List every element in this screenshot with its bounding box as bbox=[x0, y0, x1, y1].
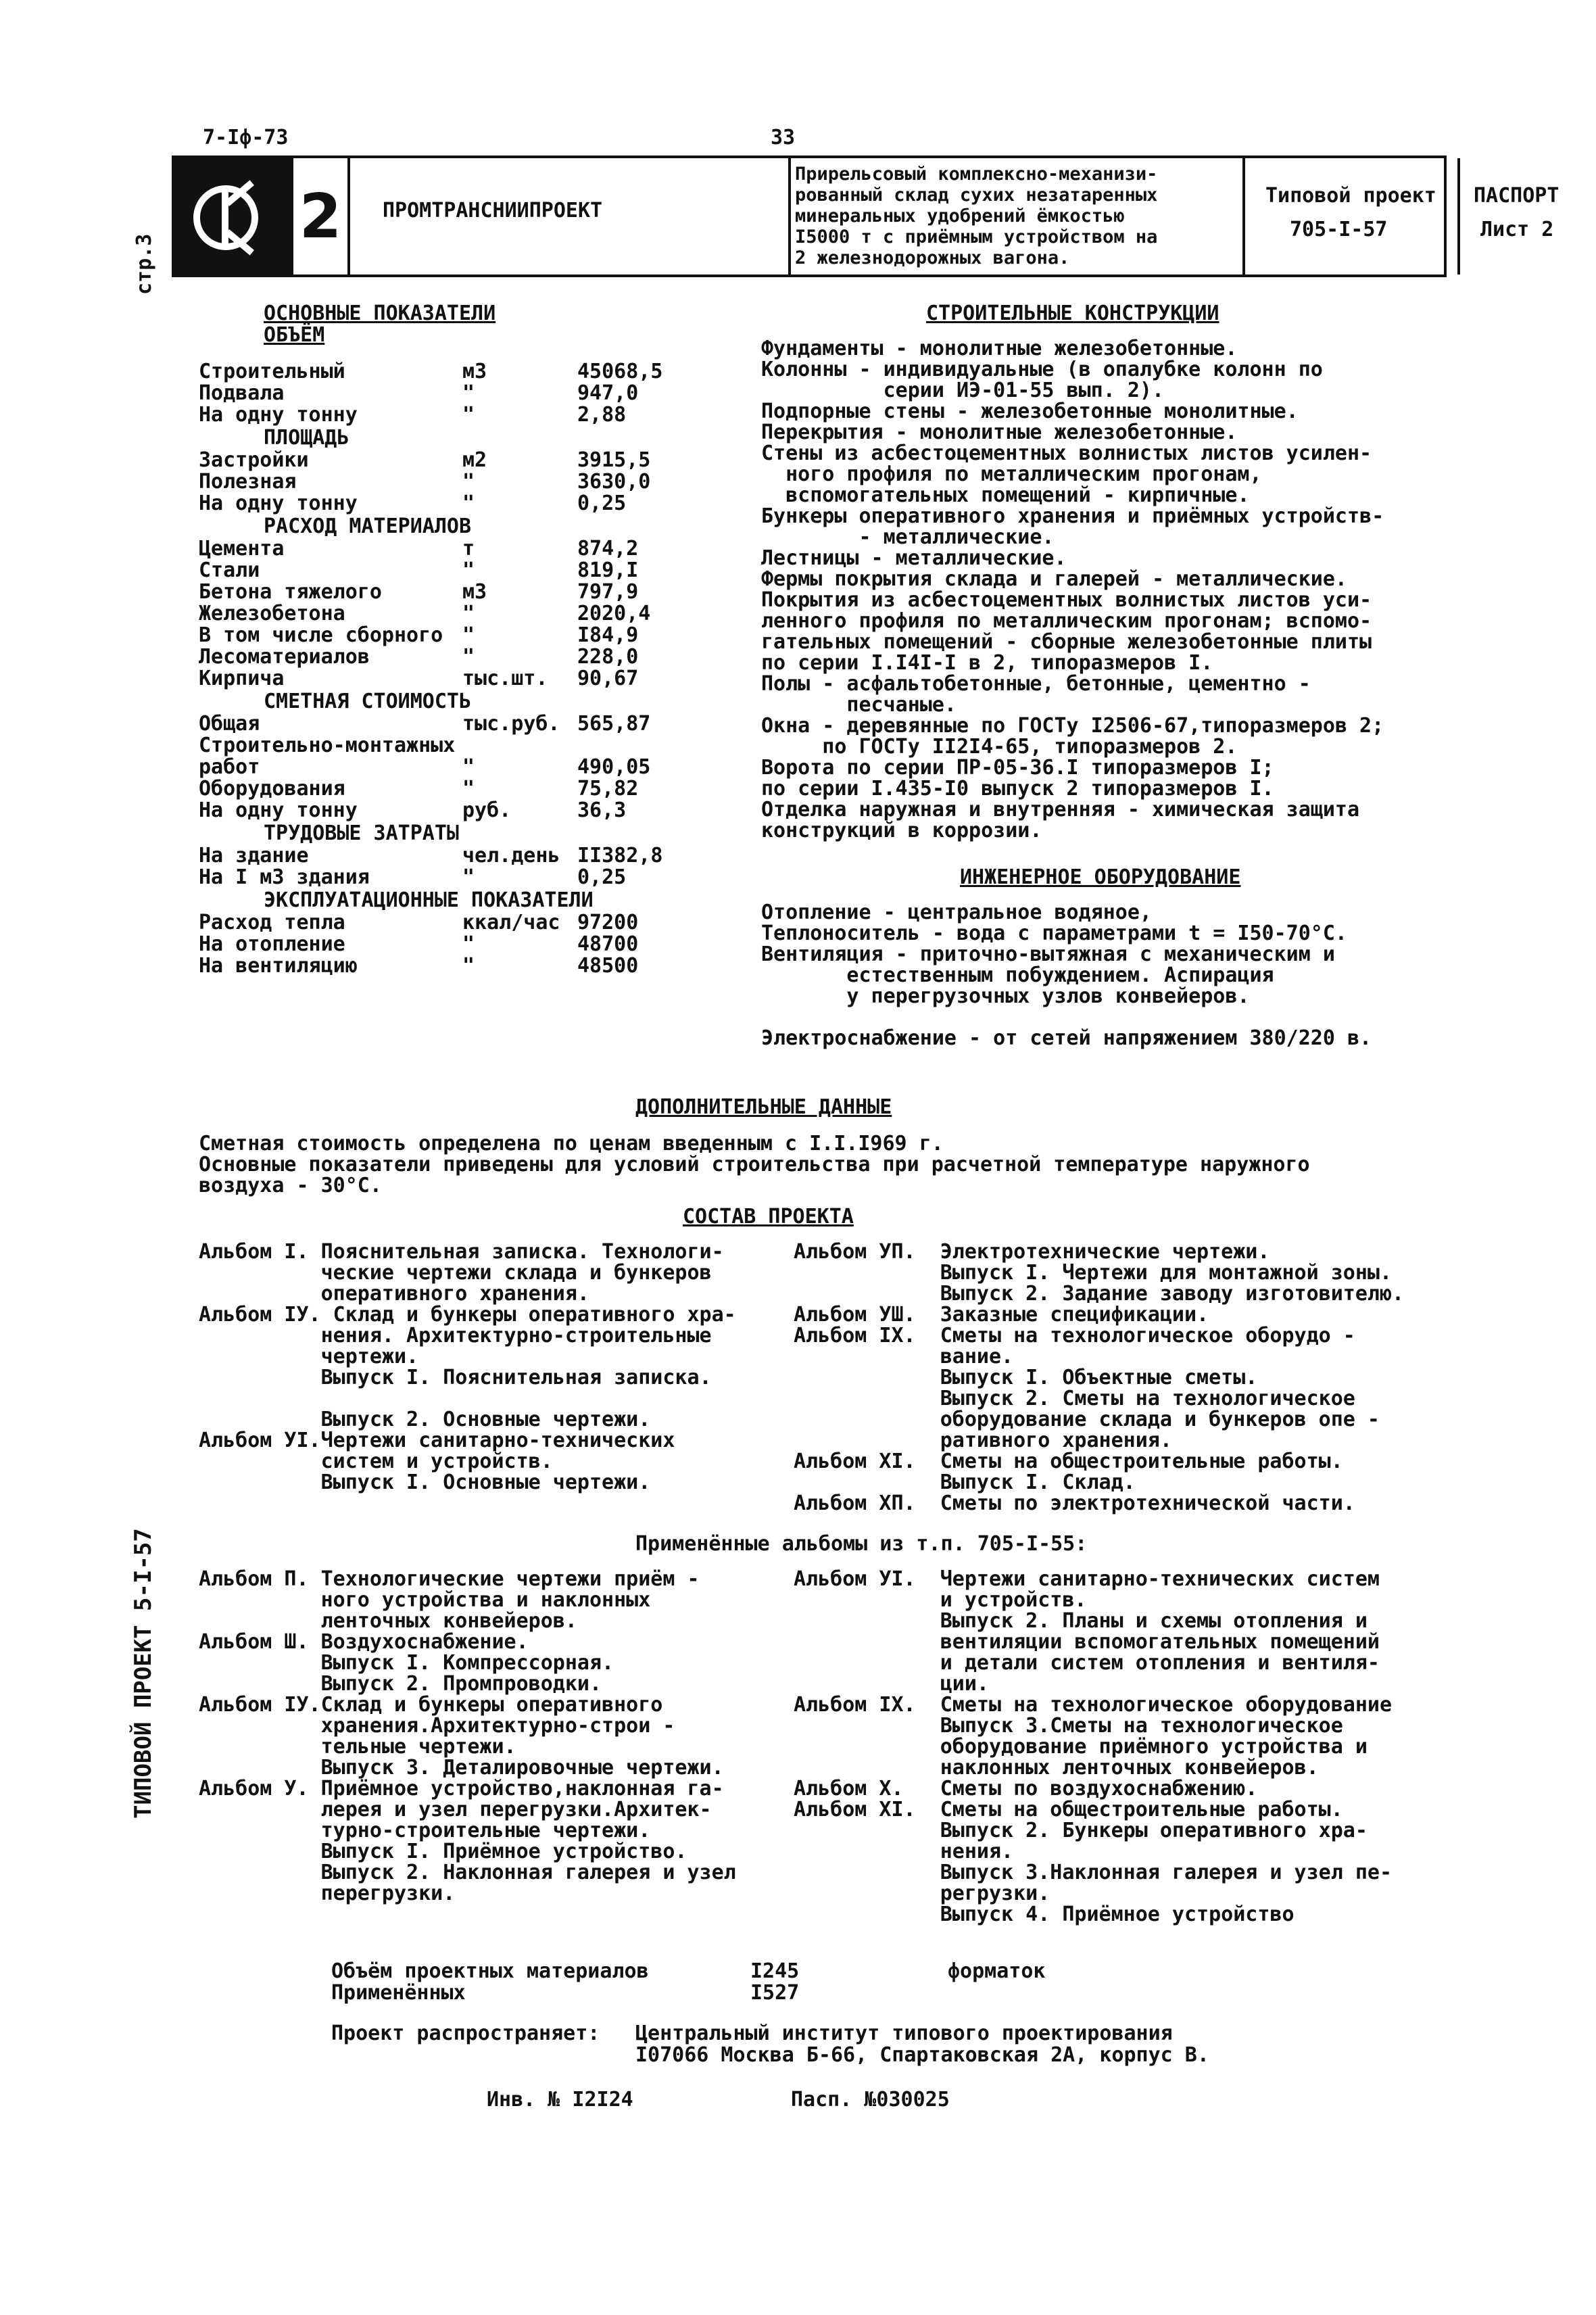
indicator-value: 75,82 bbox=[577, 777, 639, 801]
indicator-value: 48700 bbox=[577, 932, 639, 956]
indicator-label: На вентиляцию bbox=[199, 954, 358, 978]
indicator-unit: м2 bbox=[462, 448, 487, 472]
indicator-unit: чел.день bbox=[462, 844, 560, 867]
indicator-label: Стали bbox=[199, 558, 260, 582]
indicator-label: На одну тонну bbox=[199, 492, 358, 515]
side-vertical-label: ТИПОВОЙ ПРОЕКТ 5-I-57 bbox=[130, 1528, 157, 1819]
indicator-value: II382,8 bbox=[577, 844, 663, 867]
indicator-label: На I м3 здания bbox=[199, 865, 370, 889]
indicator-label: Лесоматериалов bbox=[199, 645, 370, 669]
indicator-unit: " bbox=[462, 623, 475, 647]
indicator-label: Подвала bbox=[199, 381, 285, 405]
indicator-heading: ЭКСПЛУАТАЦИОННЫЕ ПОКАЗАТЕЛИ bbox=[264, 888, 594, 912]
indicator-unit: тыс.руб. bbox=[462, 712, 560, 736]
logo-number: 2 bbox=[299, 181, 342, 252]
indicator-value: 565,87 bbox=[577, 712, 651, 736]
indicator-value: 228,0 bbox=[577, 645, 639, 669]
applied-right: Альбом УI. Чертежи санитарно-технических систем и устройств. Выпуск 2. Планы и схемы отопления и вентиляции вспомогательных помещений и детали систем отопления и вентиля- ции. Альбом IX. Сметы на технологическое оборудование Выпуск 3.Сметы на технологическое оборудование приёмного устройства и наклонных ленточных конвейеров. Альбом X. Сметы по воздухоснабжению. Альбом XI. Сметы на общестроительные работы. Выпуск 2. Бункеры оперативного хра- нения. Выпуск 3.Наклонная галерея и узел пе- регрузки. Выпуск 4. Приёмное устройство bbox=[794, 1567, 1393, 1926]
indicator-value: 3915,5 bbox=[577, 448, 651, 472]
indicator-unit: м3 bbox=[462, 580, 487, 604]
indicator-unit: " bbox=[462, 558, 475, 582]
logo bbox=[174, 158, 293, 275]
indicator-value: 874,2 bbox=[577, 537, 639, 560]
indicators-title: ОСНОВНЫЕ ПОКАЗАТЕЛИ bbox=[264, 302, 496, 325]
indicator-value: 0,25 bbox=[577, 492, 627, 515]
page-number: 33 bbox=[771, 126, 796, 149]
distribution-label: Проект распространяет: bbox=[331, 2022, 600, 2045]
indicator-label: Общая bbox=[199, 712, 260, 736]
indicator-label: На одну тонну bbox=[199, 798, 358, 822]
indicator-value: 97200 bbox=[577, 911, 639, 934]
indicator-unit: " bbox=[462, 865, 475, 889]
indicator-label: На здание bbox=[199, 844, 309, 867]
indicator-heading: РАСХОД МАТЕРИАЛОВ bbox=[264, 515, 472, 538]
sheet-number: Лист 2 bbox=[1480, 218, 1554, 241]
distribution-org: Центральный институт типового проектирования bbox=[635, 2022, 1173, 2045]
engineering-text: Отопление - центральное водяное, Теплоноситель - вода с параметрами t = I50-70°С. Вентиляция - приточно-вытяжная с механическим и естественным побуждением. Аспирация у перегрузочных узлов конвейеров. Электроснабжение - от сетей напряжением 380/220 в. bbox=[761, 901, 1372, 1050]
doc-cell bbox=[1457, 158, 1559, 275]
doc-type: ПАСПОРТ bbox=[1474, 184, 1559, 208]
indicator-value: 2020,4 bbox=[577, 602, 651, 625]
indicator-label: На отопление bbox=[199, 932, 345, 956]
indicator-unit: " bbox=[462, 470, 475, 494]
indicator-value: 90,67 bbox=[577, 667, 639, 690]
indicator-heading: ТРУДОВЫЕ ЗАТРАТЫ bbox=[264, 821, 459, 845]
volume-project-value: I245 bbox=[750, 1959, 800, 1983]
indicator-unit: м3 bbox=[462, 360, 487, 383]
volume-applied-value: I527 bbox=[750, 1981, 800, 2005]
indicator-label: Цемента bbox=[199, 537, 285, 560]
document-code: 7-Iф-73 bbox=[203, 126, 289, 149]
indicator-value: 45068,5 bbox=[577, 360, 663, 383]
volume-project-label: Объём проектных материалов bbox=[331, 1959, 649, 1983]
indicator-value: 48500 bbox=[577, 954, 639, 978]
indicator-label: На одну тонну bbox=[199, 403, 358, 427]
side-page-note: стр.3 bbox=[132, 233, 156, 295]
indicator-label: Строительный bbox=[199, 360, 345, 383]
indicator-heading: СМЕТНАЯ СТОИМОСТЬ bbox=[264, 690, 472, 713]
additional-title: ДОПОЛНИТЕЛЬНЫЕ ДАННЫЕ bbox=[635, 1095, 892, 1119]
indicator-unit: " bbox=[462, 777, 475, 801]
composition-right: Альбом УП. Электротехнические чертежи. Выпуск I. Чертежи для монтажной зоны. Выпуск 2. Задание заводу изготовителю. Альбом УШ. Заказные спецификации. Альбом IX. Сметы на технологическое оборудо - вание. Выпуск I. Объектные сметы. Выпуск 2. Сметы на технологическое оборудование склада и бункеров опе - ративного хранения. Альбом XI. Сметы на общестроительные работы. Выпуск I. Склад. Альбом XП. Сметы по электротехнической части. bbox=[794, 1240, 1405, 1515]
organization-name: ПРОМТРАНСНИИПРОЕКТ bbox=[383, 199, 603, 222]
indicator-label: Оборудования bbox=[199, 777, 345, 801]
passport-number: Пасп. №030025 bbox=[791, 2088, 950, 2111]
project-cell bbox=[1242, 158, 1457, 275]
description-cell bbox=[788, 158, 1242, 275]
additional-text: Сметная стоимость определена по ценам введенным с I.I.I969 г. Основные показатели приведены для условий строительства при расчетной температуре наружного воздуха - 30°С. bbox=[199, 1132, 1310, 1197]
applied-left: Альбом П. Технологические чертежи приём - ного устройства и наклонных ленточных конвейеров. Альбом Ш. Воздухоснабжение. Выпуск I. Компрессорная. Выпуск 2. Промпроводки. Альбом IУ.Склад и бункеры оперативного хранения.Архитектурно-строи - тельные чертежи. Выпуск 3. Деталировочные чертежи. Альбом У. Приёмное устройство,наклонная га- лерея и узел перегрузки.Архитек- турно-строительные чертежи. Выпуск I. Приёмное устройство. Выпуск 2. Наклонная галерея и узел перегрузки. bbox=[199, 1567, 736, 1905]
indicator-value: I84,9 bbox=[577, 623, 639, 647]
organization-cell bbox=[347, 158, 788, 275]
composition-title: СОСТАВ ПРОЕКТА bbox=[683, 1205, 854, 1228]
indicator-label: Строительно-монтажных bbox=[199, 734, 456, 757]
indicator-label: Кирпича bbox=[199, 667, 285, 690]
indicator-unit: ккал/час bbox=[462, 911, 560, 934]
indicator-unit: " bbox=[462, 403, 475, 427]
indicator-label: Полезная bbox=[199, 470, 297, 494]
indicator-unit: " bbox=[462, 954, 475, 978]
indicator-unit: " bbox=[462, 645, 475, 669]
indicator-unit: " bbox=[462, 492, 475, 515]
composition-left: Альбом I. Пояснительная записка. Технологи- ческие чертежи склада и бункеров оперативного хранения. Альбом IУ. Склад и бункеры оперативного хра- нения. Архитектурно-строительные чертежи. Выпуск I. Пояснительная записка. Выпуск 2. Основные чертежи. Альбом УI.Чертежи санитарно-технических систем и устройств. Выпуск I. Основные чертежи. bbox=[199, 1240, 736, 1494]
engineering-title: ИНЖЕНЕРНОЕ ОБОРУДОВАНИЕ bbox=[960, 865, 1241, 889]
title-block bbox=[172, 156, 1559, 277]
constructions-title: СТРОИТЕЛЬНЫЕ КОНСТРУКЦИИ bbox=[926, 302, 1219, 325]
indicator-value: 2,88 bbox=[577, 403, 627, 427]
project-description: Прирельсовый комплексно-механизи- рованный склад сухих незатаренных минеральных удобрений ёмкостью I5000 т с приёмным устройством на 2 железнодорожных вагона. bbox=[795, 164, 1158, 268]
indicator-label: Железобетона bbox=[199, 602, 345, 625]
distribution-address: I07066 Москва Б-66, Спартаковская 2А, корпус В. bbox=[635, 2043, 1209, 2067]
indicator-value: 490,05 bbox=[577, 755, 651, 779]
inventory-number: Инв. № I2I24 bbox=[487, 2088, 633, 2111]
project-label: Типовой проект bbox=[1265, 184, 1436, 208]
indicator-unit: " bbox=[462, 755, 475, 779]
indicator-unit: т bbox=[462, 537, 475, 560]
indicator-label: Бетона тяжелого bbox=[199, 580, 382, 604]
volume-unit: форматок bbox=[948, 1959, 1046, 1983]
indicator-label: В том числе сборного bbox=[199, 623, 443, 647]
indicator-unit: " bbox=[462, 932, 475, 956]
indicator-label: Застройки bbox=[199, 448, 309, 472]
indicator-value: 0,25 bbox=[577, 865, 627, 889]
indicator-value: 797,9 bbox=[577, 580, 639, 604]
indicator-value: 819,I bbox=[577, 558, 639, 582]
indicator-unit: " bbox=[462, 602, 475, 625]
indicator-label: работ bbox=[199, 755, 260, 779]
indicator-unit: " bbox=[462, 381, 475, 405]
indicator-unit: руб. bbox=[462, 798, 512, 822]
constructions-text: Фундаменты - монолитные железобетонные. Колонны - индивидуальные (в опалубке колонн по серии ИЭ-01-55 вып. 2). Подпорные стены - железобетонные монолитные. Перекрытия - монолитные железобетонные. Стены из асбестоцементных волнистых листов усилен- ного профиля по металлическим прогонам, вспомогательных помещений - кирпичные. Бункеры оперативного хранения и приёмных устройств- - металлические. Лестницы - металлические. Фермы покрытия склада и галерей - металлические. Покрытия из асбестоцементных волнистых листов уси- ленного профиля по металлическим прогонам; вспомо- гательных помещений - сборные железобетонные плиты по серии I.I4I-I в 2, типоразмеров I. Полы - асфальтобетонные, бетонные, цементно - песчаные. Окна - деревянные по ГОСТу I2506-67,типоразмеров 2; по ГОСТу II2I4-65, типоразмеров 2. Ворота по серии ПР-05-36.I типоразмеров I; по серии I.435-I0 выпуск 2 типоразмеров I. Отделка наружная и внутренняя - химическая защита конструкций в коррозии. bbox=[761, 337, 1384, 842]
project-number: 705-I-57 bbox=[1290, 218, 1388, 241]
volume-heading: ОБЪЁМ bbox=[264, 323, 325, 347]
indicator-label: Расход тепла bbox=[199, 911, 345, 934]
indicator-value: 947,0 bbox=[577, 381, 639, 405]
volume-applied-label: Применённых bbox=[331, 1981, 466, 2005]
indicator-value: 3630,0 bbox=[577, 470, 651, 494]
applied-title: Применённые альбомы из т.п. 705-I-55: bbox=[635, 1532, 1088, 1556]
indicator-heading: ПЛОЩАДЬ bbox=[264, 426, 349, 450]
indicator-value: 36,3 bbox=[577, 798, 627, 822]
indicator-unit: тыс.шт. bbox=[462, 667, 548, 690]
